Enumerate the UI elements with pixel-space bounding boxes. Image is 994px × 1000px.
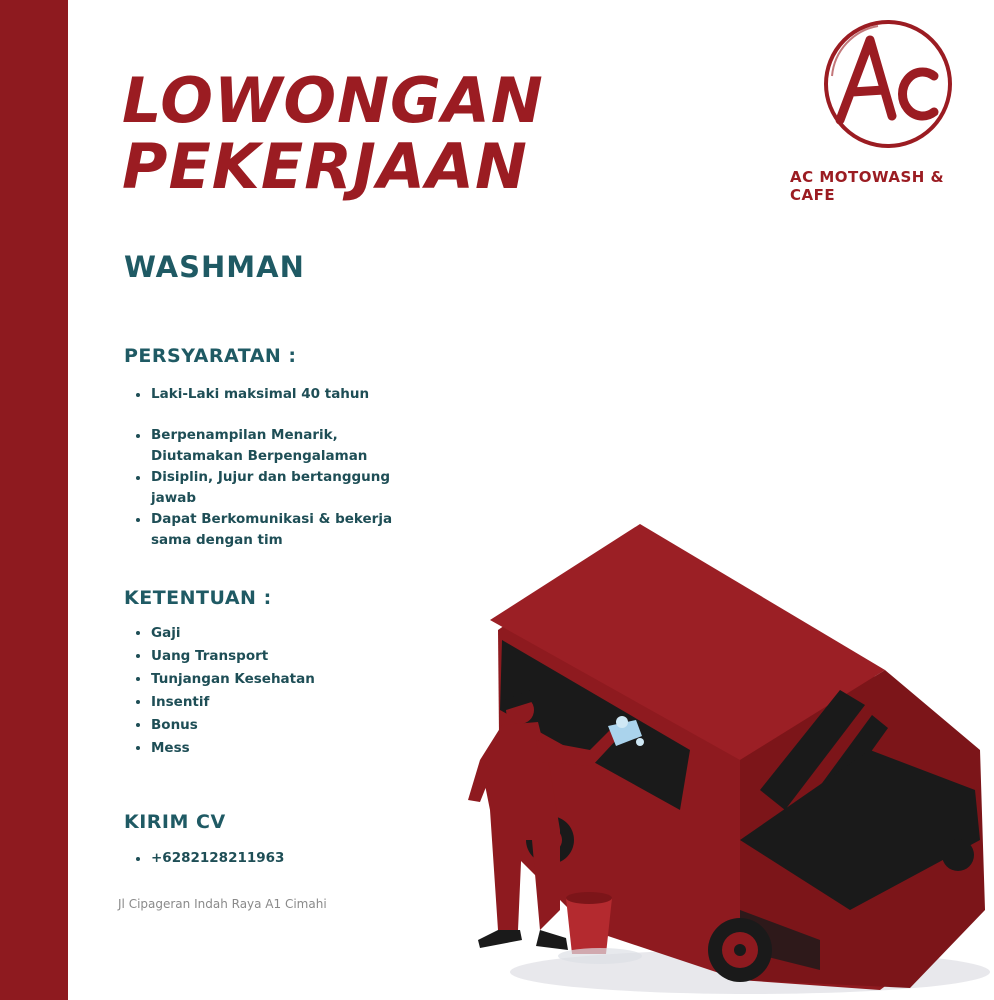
page-title <box>122 64 544 203</box>
contact-heading: KIRIM CV <box>124 811 226 833</box>
side-accent-bar <box>0 0 68 1000</box>
list-item: Laki-Laki maksimal 40 tahun <box>134 384 434 405</box>
list-item: Insentif <box>134 691 315 714</box>
car-wash-illustration-icon <box>440 510 994 1000</box>
phone-number: +6282128211963 <box>134 848 284 869</box>
list-item: Dapat Berkomunikasi & bekerja sama dengan tim <box>134 509 421 551</box>
requirements-list <box>134 384 434 551</box>
list-item: Mess <box>134 737 315 760</box>
benefits-list <box>134 622 315 760</box>
benefits-heading: KETENTUAN : <box>124 587 272 609</box>
title-line-2: PEKERJAAN <box>122 130 528 203</box>
list-item: Bonus <box>134 714 315 737</box>
title-line-1: LOWONGAN <box>122 64 544 137</box>
brand-name: AC MOTOWASH & CAFE <box>790 168 945 204</box>
ac-circle-logo-icon <box>818 16 958 152</box>
list-item: Uang Transport <box>134 645 315 668</box>
list-item: Disiplin, Jujur dan bertanggung jawab <box>134 467 421 509</box>
job-position: WASHMAN <box>124 250 305 284</box>
list-item: Tunjangan Kesehatan <box>134 668 315 691</box>
list-item: Gaji <box>134 622 315 645</box>
list-item: Berpenampilan Menarik, Diutamakan Berpengalaman <box>134 425 411 467</box>
address-text: Jl Cipageran Indah Raya A1 Cimahi <box>118 897 327 911</box>
requirements-heading: PERSYARATAN : <box>124 345 297 367</box>
contact-list <box>134 848 284 869</box>
